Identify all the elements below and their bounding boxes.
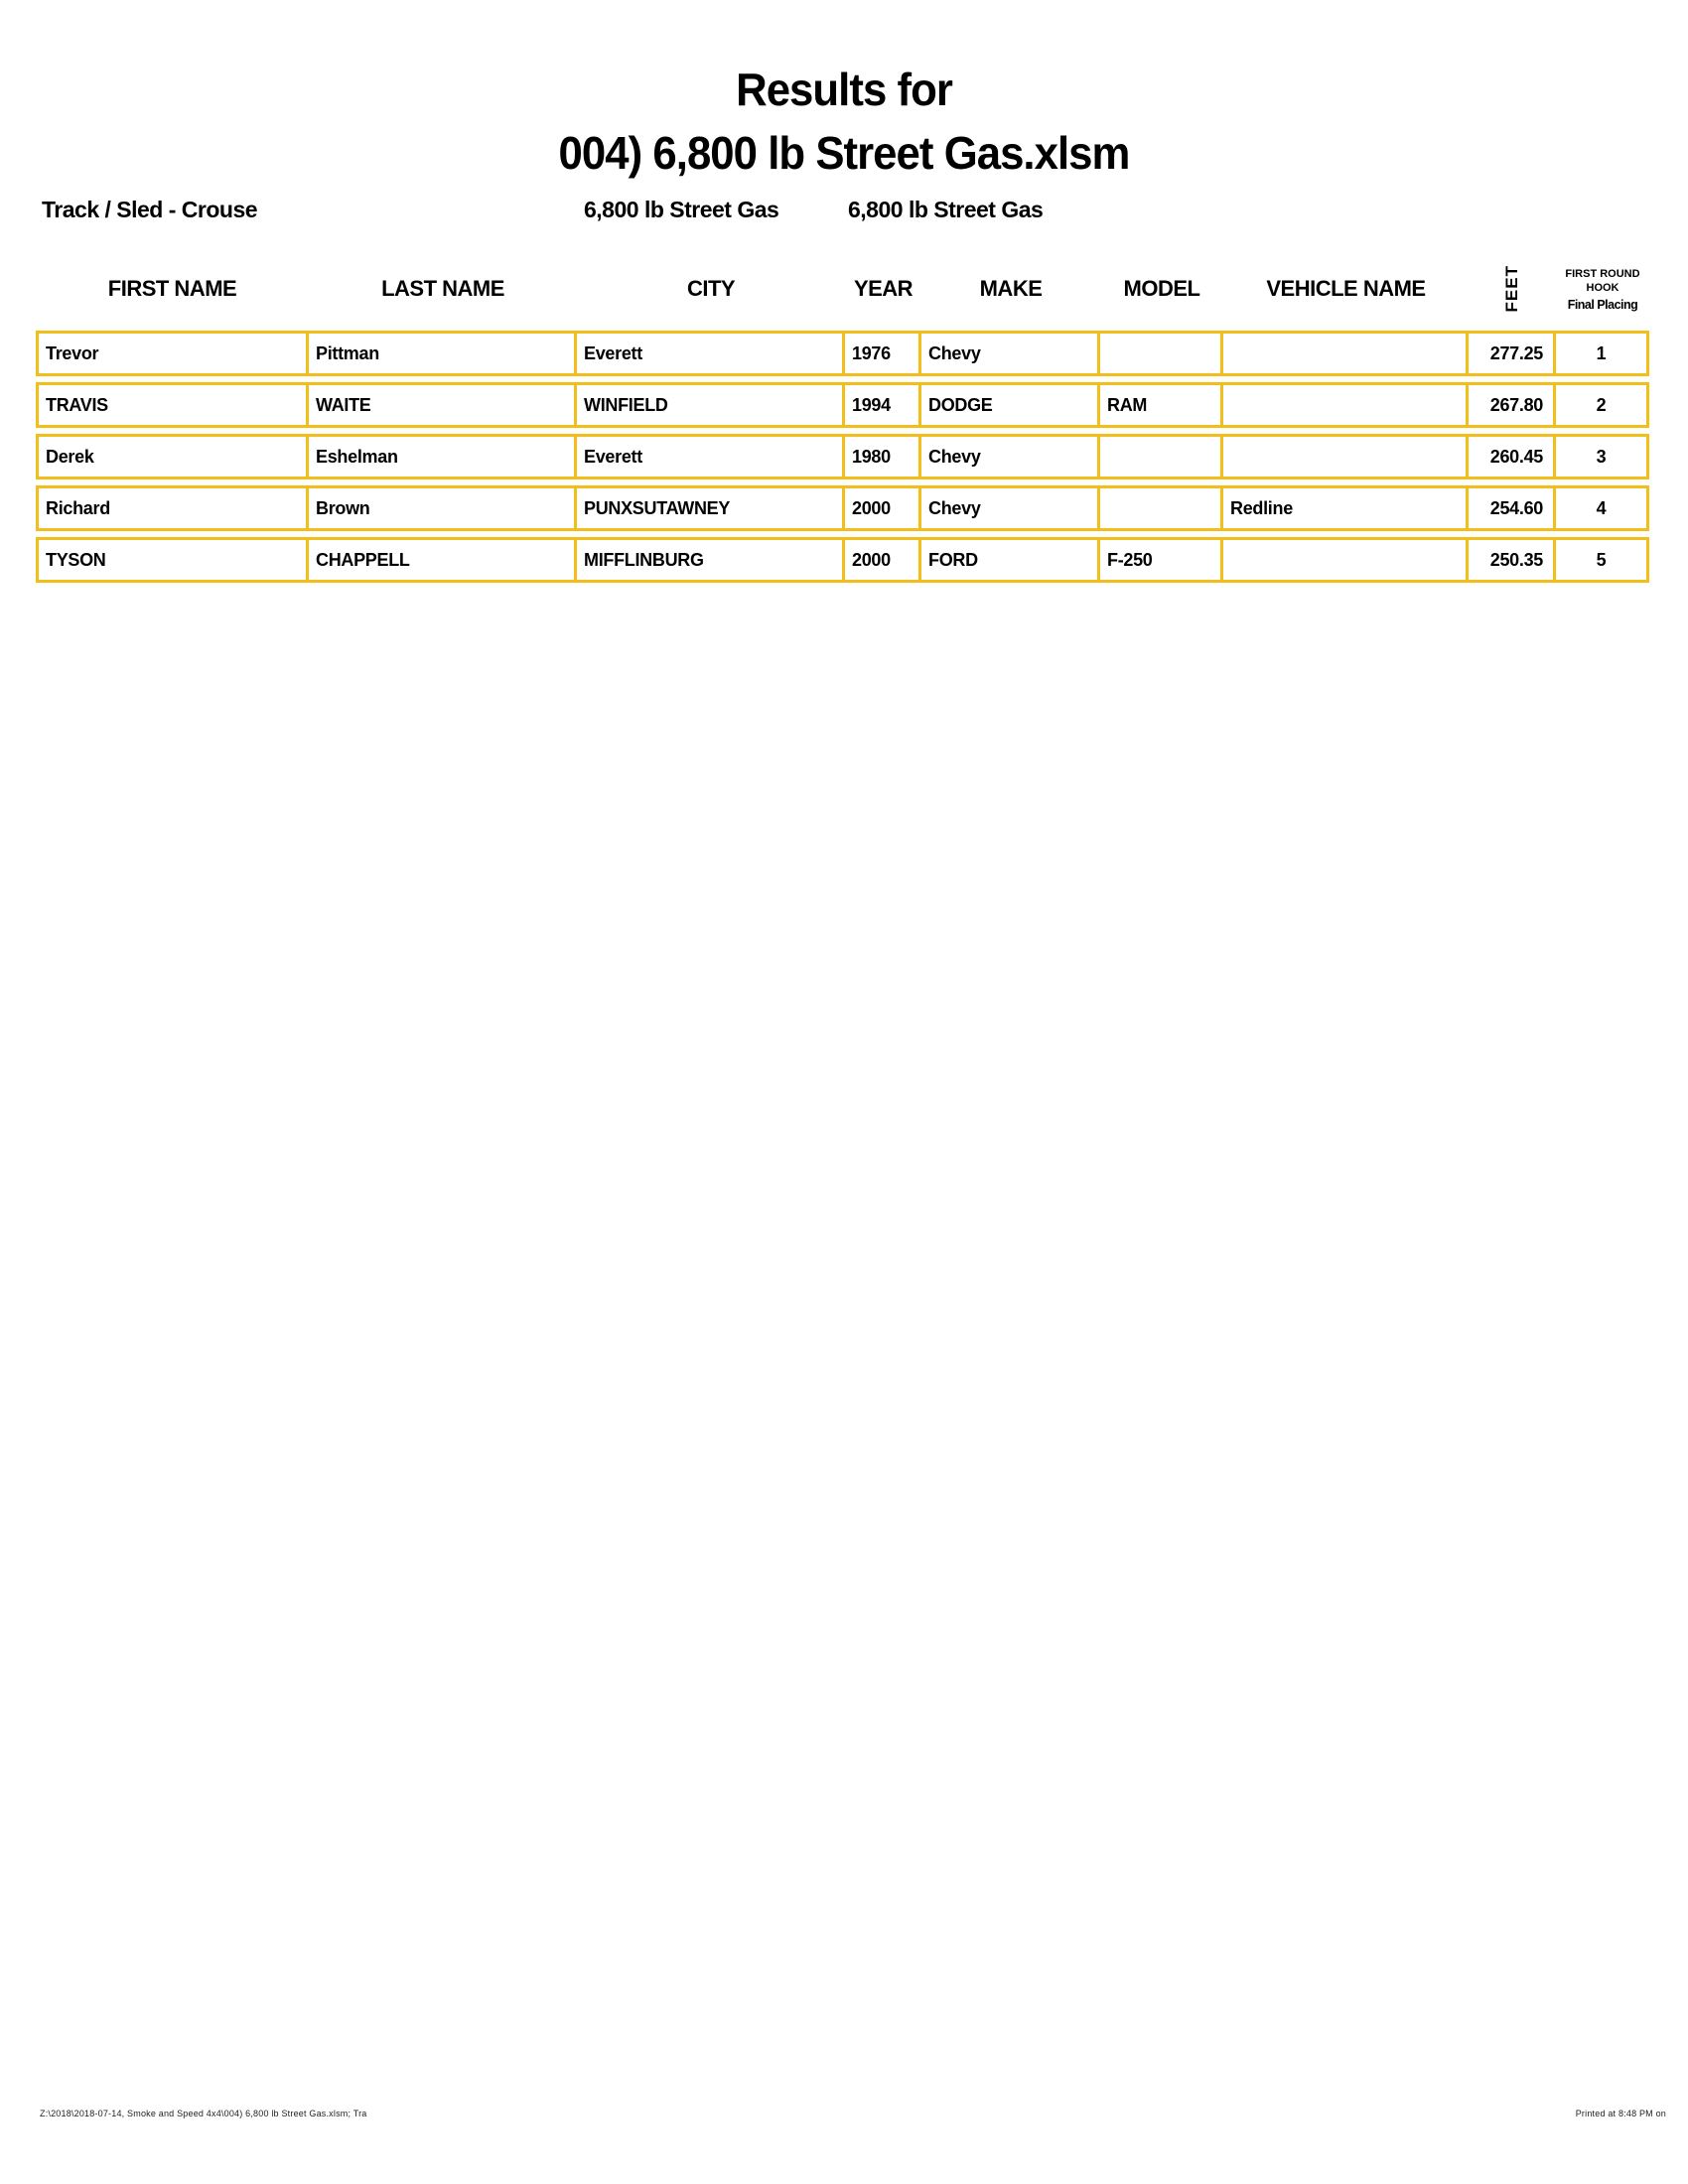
cell-last-name: Pittman — [309, 331, 577, 376]
column-header-first-name: FIRST NAME — [107, 276, 237, 301]
cell-model: RAM — [1100, 382, 1223, 428]
cell-vehicle-name — [1223, 537, 1469, 583]
column-header-last-name: LAST NAME — [381, 276, 504, 301]
cell-last-name: Brown — [309, 485, 577, 531]
cell-city: Everett — [577, 434, 845, 479]
report-title-line1: Results for — [736, 64, 952, 115]
cell-last-name: WAITE — [309, 382, 577, 428]
column-header-model: MODEL — [1123, 276, 1200, 301]
cell-model: F-250 — [1100, 537, 1223, 583]
column-header-final-placing — [1556, 253, 1649, 325]
cell-make: DODGE — [921, 382, 1100, 428]
cell-placing: 5 — [1556, 537, 1649, 583]
cell-placing: 2 — [1556, 382, 1649, 428]
cell-feet: 277.25 — [1469, 331, 1556, 376]
hook-header-line1: FIRST ROUND — [1565, 267, 1640, 280]
cell-model — [1100, 434, 1223, 479]
table-header-row — [36, 253, 1649, 325]
cell-make: Chevy — [921, 331, 1100, 376]
cell-feet: 260.45 — [1469, 434, 1556, 479]
cell-model — [1100, 485, 1223, 531]
cell-last-name: CHAPPELL — [309, 537, 577, 583]
hook-header-line2: HOOK — [1586, 281, 1619, 294]
cell-year: 2000 — [845, 537, 921, 583]
cell-year: 1980 — [845, 434, 921, 479]
cell-vehicle-name — [1223, 382, 1469, 428]
cell-first-name: Richard — [36, 485, 309, 531]
class-name-label-2: 6,800 lb Street Gas — [848, 197, 1044, 222]
report-title — [0, 62, 1688, 181]
column-header-year: YEAR — [853, 276, 914, 301]
cell-year: 1994 — [845, 382, 921, 428]
table-row — [36, 434, 1649, 479]
cell-feet: 254.60 — [1469, 485, 1556, 531]
results-table — [36, 331, 1649, 589]
subtitle-row — [0, 197, 1688, 226]
column-header-make: MAKE — [979, 276, 1043, 301]
cell-first-name: Derek — [36, 434, 309, 479]
cell-last-name: Eshelman — [309, 434, 577, 479]
table-row — [36, 382, 1649, 428]
table-row — [36, 537, 1649, 583]
report-title-line2: 004) 6,800 lb Street Gas.xlsm — [558, 127, 1130, 179]
column-header-city: CITY — [686, 276, 736, 301]
footer-file-path: Z:\2018\2018-07-14, Smoke and Speed 4x4\004) 6,800 lb Street Gas.xlsm; Tra — [40, 2109, 367, 2118]
cell-model — [1100, 331, 1223, 376]
feet-vertical-label: FEET — [1502, 265, 1521, 313]
column-header-feet — [1469, 253, 1556, 325]
class-name-label-1: 6,800 lb Street Gas — [584, 197, 779, 222]
column-header-vehicle-name: VEHICLE NAME — [1266, 276, 1426, 301]
footer-printed-time: Printed at 8:48 PM on — [1575, 2109, 1666, 2118]
table-row — [36, 331, 1649, 376]
cell-make: FORD — [921, 537, 1100, 583]
cell-placing: 3 — [1556, 434, 1649, 479]
cell-first-name: TYSON — [36, 537, 309, 583]
cell-feet: 250.35 — [1469, 537, 1556, 583]
track-sled-label: Track / Sled - Crouse — [42, 197, 258, 222]
cell-vehicle-name: Redline — [1223, 485, 1469, 531]
cell-vehicle-name — [1223, 331, 1469, 376]
cell-first-name: TRAVIS — [36, 382, 309, 428]
cell-city: WINFIELD — [577, 382, 845, 428]
cell-year: 2000 — [845, 485, 921, 531]
cell-first-name: Trevor — [36, 331, 309, 376]
cell-year: 1976 — [845, 331, 921, 376]
hook-header-line3: Final Placing — [1567, 297, 1638, 312]
cell-city: PUNXSUTAWNEY — [577, 485, 845, 531]
cell-placing: 1 — [1556, 331, 1649, 376]
table-row — [36, 485, 1649, 531]
cell-vehicle-name — [1223, 434, 1469, 479]
cell-make: Chevy — [921, 434, 1100, 479]
cell-city: MIFFLINBURG — [577, 537, 845, 583]
cell-city: Everett — [577, 331, 845, 376]
cell-placing: 4 — [1556, 485, 1649, 531]
cell-feet: 267.80 — [1469, 382, 1556, 428]
cell-make: Chevy — [921, 485, 1100, 531]
